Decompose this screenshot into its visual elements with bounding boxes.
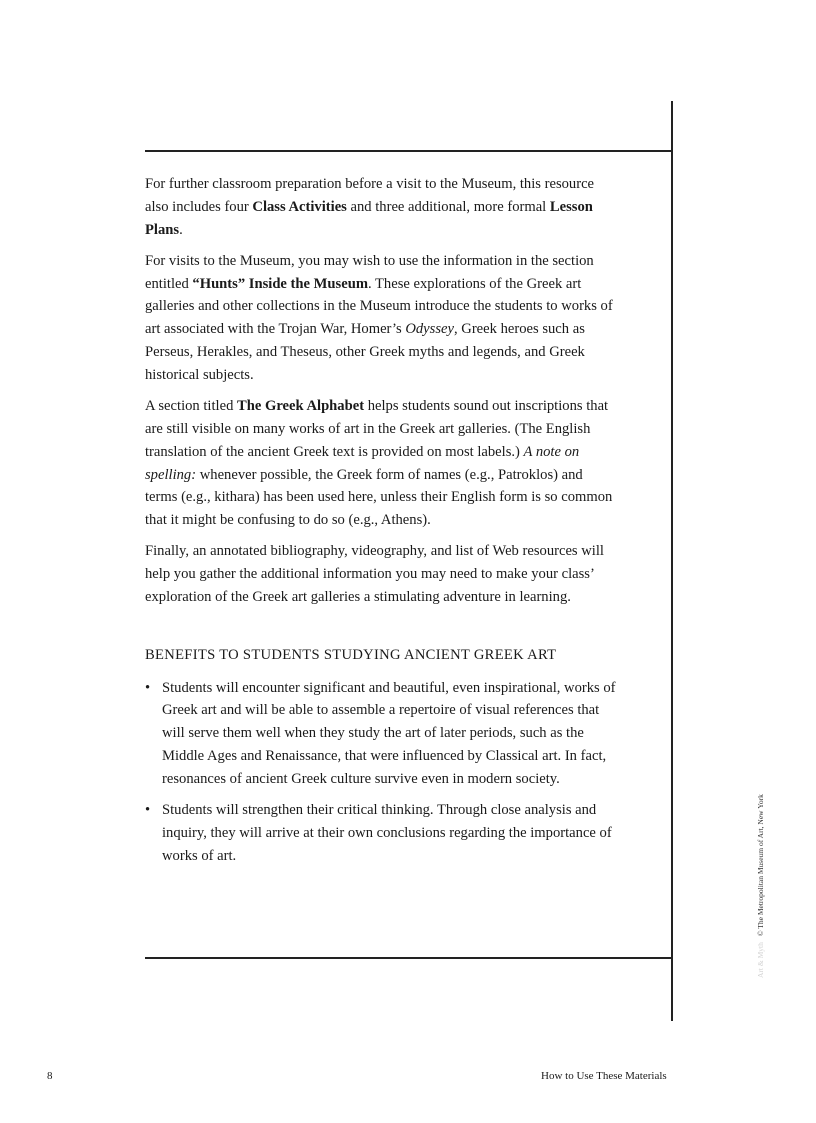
page-number: 8 <box>47 1070 53 1082</box>
text-run: , Greek heroes such as Perseus, Herakles, and Theseus, other Greek myths and legends, and Greek historical subjects. <box>145 321 585 383</box>
class-activities-term: Class Activities <box>252 198 347 215</box>
text-run: A section titled <box>145 398 238 415</box>
intro-paragraph-1 <box>145 173 615 241</box>
vertical-rule <box>671 101 673 1021</box>
intro-paragraph-2 <box>145 250 615 387</box>
bottom-rule <box>145 957 672 959</box>
list-item: • Students will encounter significant and beautiful, even inspirational, works of Greek art and will be able to assemble a repertoire of visual references that will serve them well when they study the art of later periods, such as the Middle Ages and Renaissance, that were influenced by Classical art. In fact, resonances of ancient Greek culture survive even in modern society. <box>145 677 622 791</box>
lesson-plans-term: Lesson Plans <box>145 198 593 238</box>
list-item: • Students will strengthen their critical thinking. Through close analysis and inquiry, they will arrive at their own conclusions regarding the importance of works of art. <box>145 799 622 867</box>
text-run: . <box>179 221 183 238</box>
benefits-list <box>145 677 615 868</box>
copyright-text: © The Metropolitan Museum of Art, New York <box>756 794 765 937</box>
series-watermark: Art & Myth <box>756 942 765 978</box>
benefits-heading: BENEFITS TO STUDENTS STUDYING ANCIENT GREEK ART <box>145 646 557 663</box>
copyright-notice <box>756 794 765 978</box>
main-content <box>145 173 615 876</box>
text-run: For visits to the Museum, you may wish to use the information in the section entitled <box>145 252 594 292</box>
intro-paragraph-4: Finally, an annotated bibliography, videography, and list of Web resources will help you gather the additional information you may need to make your class’ exploration of the Greek art galleries a stimulating adventure in learning. <box>145 543 604 606</box>
intro-paragraph-3 <box>145 395 615 532</box>
spelling-note-label: A note on spelling: <box>145 443 580 483</box>
text-run: whenever possible, the Greek form of names (e.g., Patroklos) and terms (e.g., kithara) has been used here, unless their English form is so common that it might be confusing to do so (e.g., Athens). <box>145 466 613 529</box>
text-run: and three additional, more formal <box>346 198 550 215</box>
text-run: . These explorations of the Greek art galleries and other collections in the Museum introduce the students to works of art associated with the Trojan War, Homer’s <box>145 275 613 338</box>
text-run: helps students sound out inscriptions that are still visible on many works of art in the Greek art galleries. (The English translation of the ancient Greek text is provided on most labels.) <box>145 398 609 460</box>
top-rule <box>145 150 672 152</box>
odyssey-title: Odyssey <box>405 321 454 338</box>
greek-alphabet-term: The Greek Alphabet <box>237 398 365 415</box>
text-run: For further classroom preparation before a visit to the Museum, this resource also includes four <box>145 176 595 215</box>
hunts-term: “Hunts” Inside the Museum <box>192 275 368 292</box>
footer-section-title: How to Use These Materials <box>541 1070 667 1082</box>
